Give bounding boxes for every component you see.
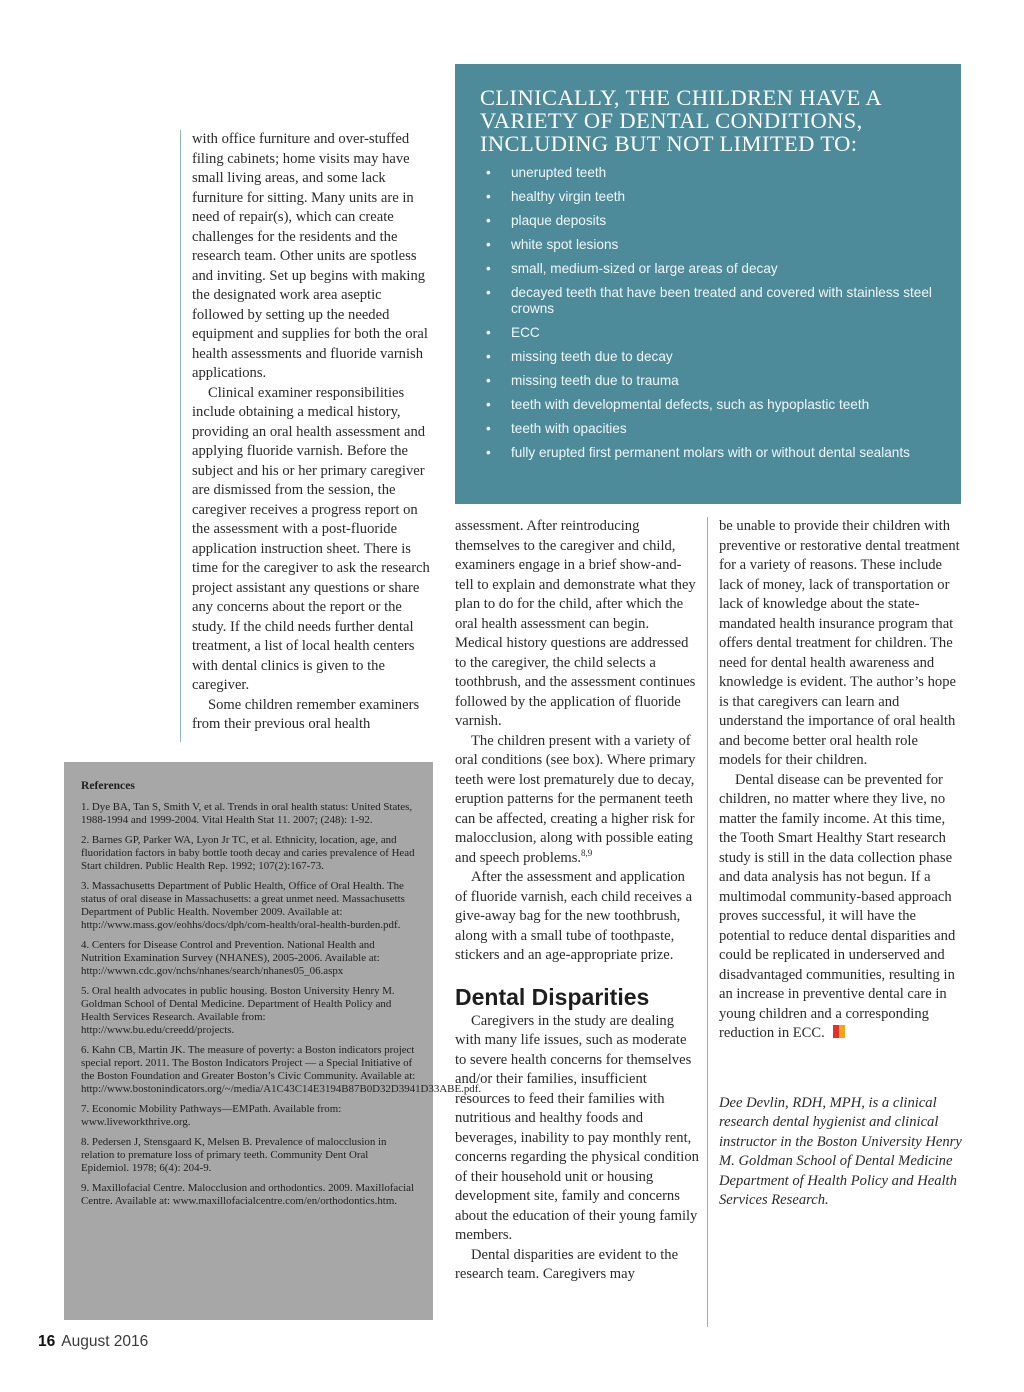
sidebar-title: CLINICALLY, THE CHILDREN HAVE A VARIETY OF DENTAL CONDITIONS, INCLUDING BUT NOT LIMITED TO: [480,85,881,156]
list-item: • ECC [486,325,540,340]
bullet-icon: • [486,213,491,228]
references-box [64,762,482,1320]
page-footer [38,1333,148,1351]
page-number: 16 [38,1333,56,1350]
issue-date: August 2016 [61,1333,149,1350]
list-item: • decayed teeth that have been treated and covered with stainless steel crowns [486,285,932,316]
bullet-icon: • [486,189,491,204]
bullet-icon: • [486,397,491,412]
bullet-icon: • [486,373,491,388]
citation-superscript: 8,9 [581,847,593,858]
list-item: • missing teeth due to decay [486,349,673,364]
list-item: • unerupted teeth [486,165,607,180]
reference-item: 7. Economic Mobility Pathways—EMPath. Available from: www.liveworkthrive.org. [81,1103,342,1128]
right-paragraph-2: Dental disease can be prevented for children, no matter where they live, no matter the family income. At this time, the Tooth Smart Healthy Start research study is still in the data collection phase and data analysis has not begun. If a multimodal community-based approach proves successful, it will have the potential to reduce dental disparities and could be replicated in underserved and disadvantaged communities, resulting in an increase in preventive dental care in young children and a corresponding reduction in ECC. [719,771,956,1041]
left-text-column [180,130,432,742]
right-text-column [707,517,962,1327]
author-bio: Dee Devlin, RDH, MPH, is a clinical research dental hygienist and clinical instructor in the Boston University Henry M. Goldman School of Dental Medicine Department of Health Policy and Health Services Research. [719,1094,962,1208]
dental-conditions-sidebar [455,64,961,504]
references-list [81,801,482,1208]
bullet-icon: • [486,445,491,460]
reference-item: 2. Barnes GP, Parker WA, Lyon Jr TC, et al. Ethnicity, location, age, and fluoridation factors in baby bottle tooth decay and caries prevalence of Head Start children. Public Health Rep. 1992; 107(2):167-73. [81,834,415,872]
list-item: • healthy virgin teeth [486,189,626,204]
middle-paragraph-3: After the assessment and application of fluoride varnish, each child receives a give-away bag for the new toothbrush, along with a small tube of toothpaste, stickers and an age-appropriate prize. [455,869,693,963]
middle-paragraph-5: Dental disparities are evident to the research team. Caregivers may [455,1246,679,1282]
references-title: References [81,779,135,792]
section-heading: Dental Disparities [455,983,650,1010]
reference-item: 4. Centers for Disease Control and Prevention. National Health and Nutrition Examination Survey (NHANES), 2005-2006. Available at: http://wwwn.cdc.gov/nchs/nhanes/search/nhanes05_06.aspx [81,939,380,977]
bullet-icon: • [486,165,491,180]
middle-paragraph-1: assessment. After reintroducing themselves to the caregiver and child, examiners engage in a brief show-and-tell to explain and demonstrate what they plan to do for the child, after which the oral health assessment can begin. Medical history questions are addressed to the caregiver, the child selects a toothbrush, and the assessment continues followed by the application of fluoride varnish. [455,518,696,729]
list-item: • teeth with opacities [486,421,627,436]
right-paragraph-1: be unable to provide their children with preventive or restorative dental treatment for a variety of reasons. These include lack of money, lack of transportation or lack of knowledge about the state-mandated health insurance program that offers dental treatment for children. The need for dental health awareness and knowledge is evident. The author’s hope is that caregivers can learn and understand the importance of oral health and become better oral health role models for their children. [719,518,960,768]
bullet-icon: • [486,237,491,252]
reference-item: 6. Kahn CB, Martin JK. The measure of poverty: a Boston indicators project special report. 2011. The Boston Indicators Project — a Special Initiative of the Boston Foundation and Greater Boston’s Civic Community. Available at: http://www.bostonindicators.org/~/media/A1C43C14E3194B87B0D32D3941D33ABE.pdf. [81,1044,482,1095]
reference-item: 1. Dye BA, Tan S, Smith V, et al. Trends in oral health status: United States, 1988-1994 and 1999-2004. Vital Health Stat 11. 2007; (248): 1-92. [81,801,413,826]
middle-paragraph-4: Caregivers in the study are dealing with many life issues, such as moderate to severe health concerns for themselves and/or their families, insufficient resources to feed their families with nutritious and healthy foods and beverages, inability to pay monthly rent, concerns regarding the physical condition of their household unit or housing development site, family and concerns about the education of their young family members. [455,1012,699,1243]
bullet-icon: • [486,421,491,436]
reference-item: 5. Oral health advocates in public housing. Boston University Henry M. Goldman School of Dental Medicine. Department of Health Policy and Health Services Research. Available from: http://www.bu.edu/creedd/projects. [81,985,395,1036]
list-item: • white spot lesions [486,237,619,252]
bullet-icon: • [486,261,491,276]
end-of-article-icon [833,1025,845,1038]
left-paragraph-1: with office furniture and over-stuffed filing cabinets; home visits may have small living areas, and some lack furniture for sitting. Many units are in need of repair(s), which can create challenges for the residents and the research team. Other units are spotless and inviting. Set up begins with making the designated work area aseptic followed by setting up the needed equipment and supplies for both the oral health assessments and fluoride varnish applications. [192,131,428,381]
reference-item: 3. Massachusetts Department of Public Health, Office of Oral Health. The status of oral disease in Massachusetts: a great unmet need. Massachusetts Department of Public Health. November 2009. Available at: http://www.mass.gov/eohhs/docs/dph/com-health/oral-health-burden.pdf. [81,880,405,931]
list-item: • fully erupted first permanent molars with or without dental sealants [486,445,910,460]
reference-item: 9. Maxillofacial Centre. Malocclusion and orthodontics. 2009. Maxillofacial Centre. Available at: www.maxillofacialcentre.com/en/orthodontics.htm. [81,1182,414,1207]
conditions-list [480,165,937,461]
bullet-icon: • [486,285,491,300]
left-paragraph-2: Clinical examiner responsibilities include obtaining a medical history, providing an oral health assessment and applying fluoride varnish. Before the subject and his or her primary caregiver are dismissed from the session, the caregiver receives a progress report on the assessment with a post-fluoride application instruction sheet. There is time for the caregiver to ask the research project assistant any questions or share any concerns about the report or the study. If the child needs further dental treatment, a list of local health centers with dental clinics is given to the caregiver. [192,384,430,693]
list-item: • teeth with developmental defects, such as hypoplastic teeth [486,397,870,412]
middle-paragraph-2: The children present with a variety of oral conditions (see box). Where primary teeth were lost prematurely due to decay, eruption patterns for the permanent teeth can be affected, creating a higher risk for malocclusion, along with possible eating and speech problems.$^{8,9}$ [455,732,696,866]
bullet-icon: • [486,349,491,364]
list-item: • missing teeth due to trauma [486,373,679,388]
left-paragraph-3: Some children remember examiners from their previous oral health [192,696,420,732]
list-item: • small, medium-sized or large areas of decay [486,261,778,276]
bullet-icon: • [486,325,491,340]
middle-text-column [455,517,699,1327]
list-item: • plaque deposits [486,213,607,228]
reference-item: 8. Pedersen J, Stensgaard K, Melsen B. Prevalence of malocclusion in relation to premature loss of primary teeth. Community Dent Oral Epidemiol. 1978; 6(4): 204-9. [81,1136,387,1174]
